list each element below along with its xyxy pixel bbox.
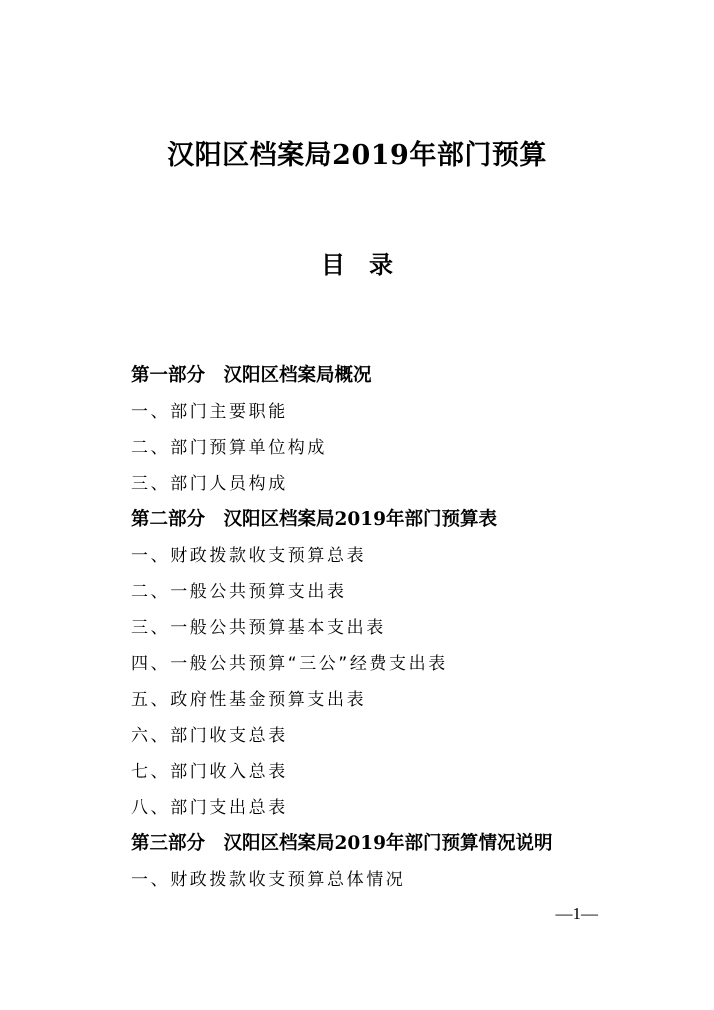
toc-item: 八、部门支出总表 — [131, 798, 288, 818]
toc-item: 四、一般公共预算“三公”经费支出表 — [131, 654, 448, 674]
toc-part-3: 第三部分 汉阳区档案局2019年部门预算情况说明 — [131, 833, 553, 854]
toc-item: 一、财政拨款收支预算总表 — [131, 546, 367, 566]
table-of-contents — [131, 358, 651, 898]
toc-item: 七、部门收入总表 — [131, 762, 288, 782]
toc-heading: 目 录 — [321, 250, 393, 279]
toc-item: 二、部门预算单位构成 — [131, 438, 327, 458]
toc-item: 二、一般公共预算支出表 — [131, 582, 347, 602]
toc-item: 一、财政拨款收支预算总体情况 — [131, 870, 406, 890]
toc-part-2: 第二部分 汉阳区档案局2019年部门预算表 — [131, 509, 497, 530]
toc-item: 六、部门收支总表 — [131, 726, 288, 746]
toc-part-1: 第一部分 汉阳区档案局概况 — [131, 365, 372, 386]
document-title: 汉阳区档案局2019年部门预算 — [167, 140, 547, 171]
toc-item: 三、部门人员构成 — [131, 474, 288, 494]
page-number: —1— — [555, 904, 598, 923]
toc-item: 三、一般公共预算基本支出表 — [131, 618, 386, 638]
toc-item: 五、政府性基金预算支出表 — [131, 690, 367, 710]
toc-item: 一、部门主要职能 — [131, 402, 288, 422]
